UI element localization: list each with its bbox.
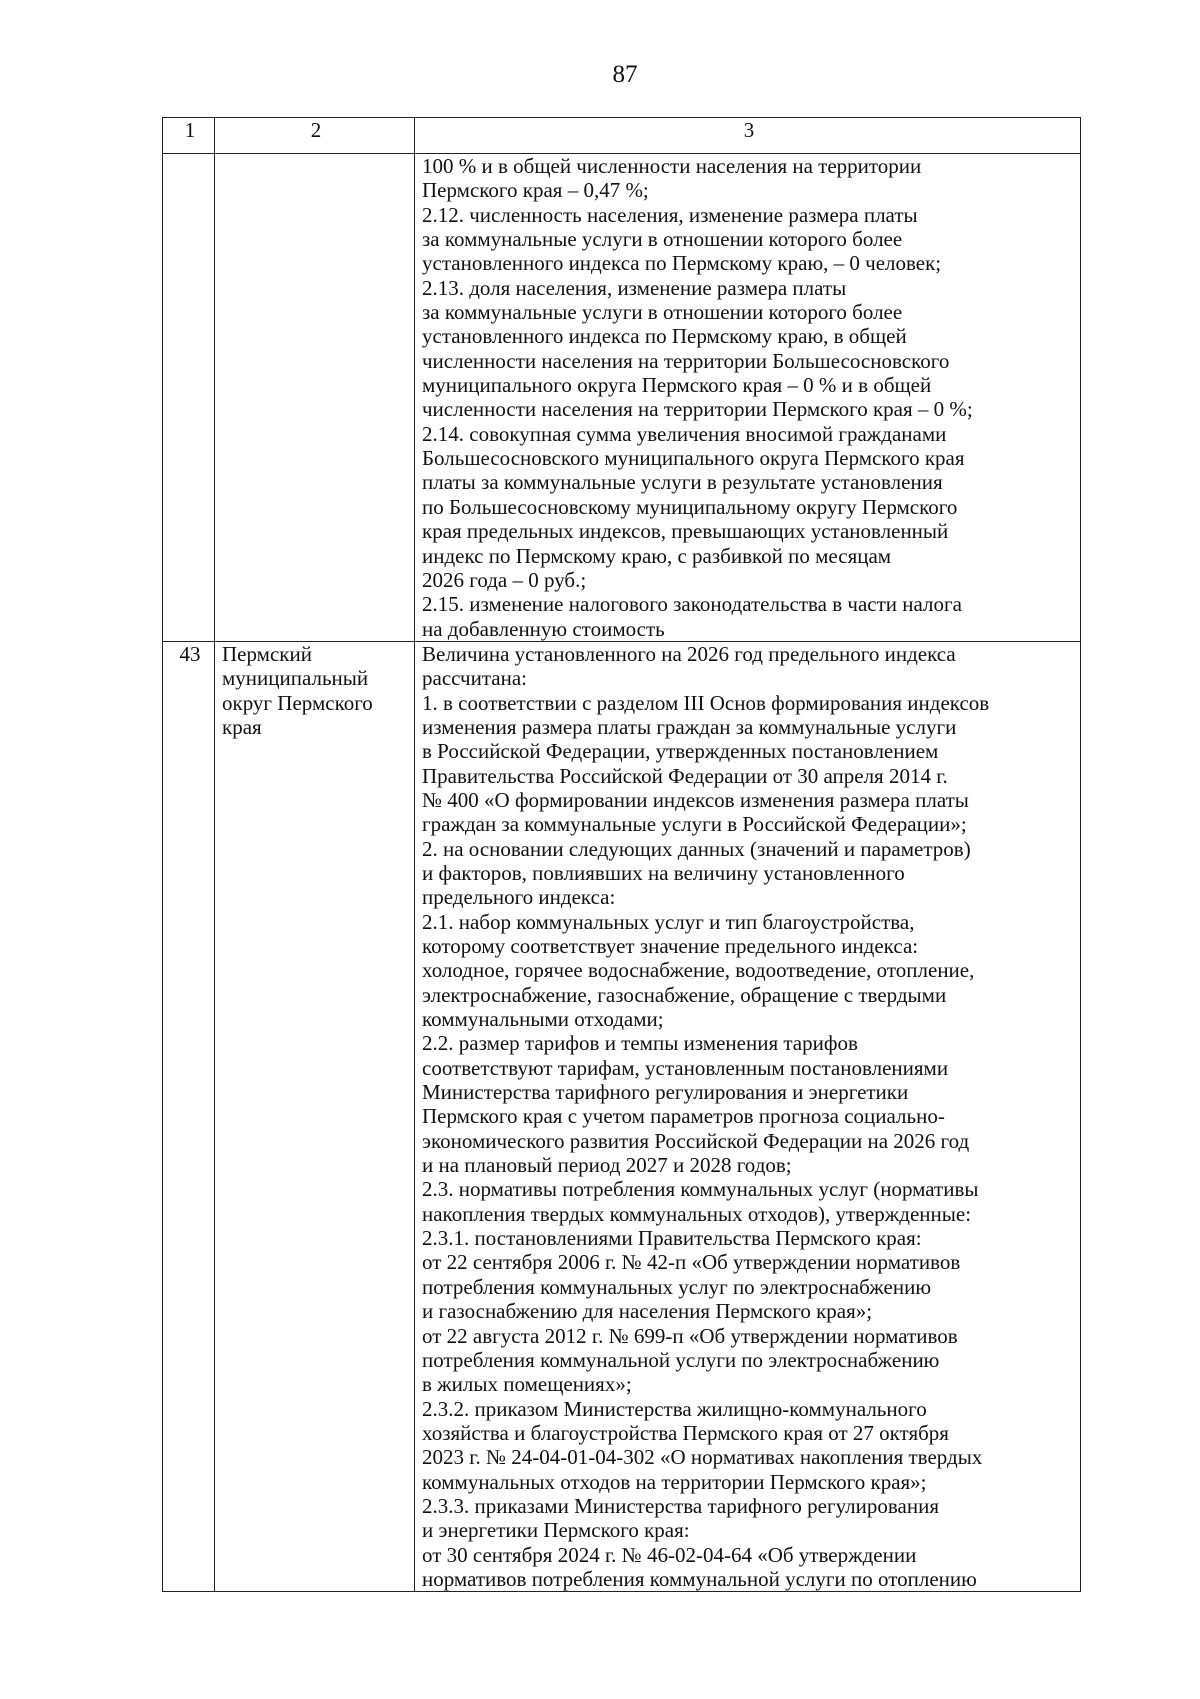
text-line: 2.3. нормативы потребления коммунальных услуг (нормативы bbox=[422, 1177, 979, 1202]
text-line: в жилых помещениях»; bbox=[422, 1372, 632, 1397]
text-line: Пермский bbox=[222, 641, 312, 666]
text-line: муниципальный bbox=[222, 666, 369, 691]
text-line: 2.15. изменение налогового законодательства в части налога bbox=[422, 592, 962, 617]
text-line: Большесосновского муниципального округа Пермского края bbox=[422, 446, 965, 471]
text-line: № 400 «О формировании индексов изменения размера платы bbox=[422, 787, 969, 812]
text-line: рассчитана: bbox=[422, 666, 527, 691]
text-line: за коммунальные услуги в отношении которого более bbox=[422, 227, 903, 252]
header-col-2: 2 bbox=[215, 118, 415, 154]
text-line: установленного индекса по Пермскому краю, – 0 человек; bbox=[422, 251, 942, 276]
text-line: Величина установленного на 2026 год предельного индекса bbox=[422, 641, 956, 666]
text-line: и энергетики Пермского края: bbox=[422, 1518, 690, 1543]
text-line: и газоснабжению для населения Пермского края»; bbox=[422, 1299, 873, 1324]
text-line: коммунальных отходов на территории Пермского края»; bbox=[422, 1469, 927, 1494]
text-line: 2.2. размер тарифов и темпы изменения тарифов bbox=[422, 1031, 858, 1056]
text-line: которому соответствует значение предельного индекса: bbox=[422, 934, 919, 958]
text-line: платы за коммунальные услуги в результате установления bbox=[422, 470, 943, 495]
text-line: 2.3.1. постановлениями Правительства Пермского края: bbox=[422, 1226, 922, 1251]
text-line: изменения размера платы граждан за коммунальные услуги bbox=[422, 714, 957, 739]
text-line: от 22 августа 2012 г. № 699-п «Об утверждении нормативов bbox=[422, 1323, 958, 1348]
row-description bbox=[415, 154, 1081, 642]
text-line: коммунальными отходами; bbox=[422, 1007, 664, 1032]
text-line: соответствуют тарифам, установленным постановлениями bbox=[422, 1055, 949, 1080]
text-line: 2. на основании следующих данных (значений и параметров) bbox=[422, 836, 971, 861]
table-row bbox=[163, 154, 1081, 642]
row-description bbox=[415, 641, 1081, 1591]
text-line: 2023 г. № 24-04-01-04-302 «О нормативах накопления твердых bbox=[422, 1445, 983, 1470]
text-line: 2.14. совокупная сумма увеличения вносимой гражданами bbox=[422, 421, 947, 446]
text-line: и факторов, повлиявших на величину установленного bbox=[422, 860, 905, 885]
text-line: края предельных индексов, превышающих установленный bbox=[422, 519, 949, 544]
text-line: от 30 сентября 2024 г. № 46-02-04-64 «Об утверждении bbox=[422, 1542, 917, 1567]
text-line: экономического развития Российской Федерации на 2026 год bbox=[422, 1128, 970, 1153]
text-line: 100 % и в общей численности населения на территории bbox=[422, 154, 922, 178]
text-line: граждан за коммунальные услуги в Российской Федерации»; bbox=[422, 812, 967, 837]
text-line: потребления коммунальной услуги по электроснабжению bbox=[422, 1347, 940, 1372]
row-number: 43 bbox=[163, 641, 215, 1591]
row-number bbox=[163, 154, 215, 642]
text-line: 2.13. доля населения, изменение размера платы bbox=[422, 275, 847, 300]
index-table bbox=[162, 117, 1081, 1592]
text-line: муниципального округа Пермского края – 0 % и в общей bbox=[422, 373, 932, 398]
row-municipality bbox=[215, 154, 415, 642]
text-line: установленного индекса по Пермскому краю, в общей bbox=[422, 324, 907, 349]
text-line: 2026 года – 0 руб.; bbox=[422, 567, 587, 592]
text-line: Правительства Российской Федерации от 30 апреля 2014 г. bbox=[422, 763, 948, 788]
text-line: Министерства тарифного регулирования и энергетики bbox=[422, 1080, 909, 1105]
text-line: электроснабжение, газоснабжение, обращение с твердыми bbox=[422, 982, 947, 1007]
text-line: округ Пермского bbox=[222, 690, 373, 715]
page-number: 87 bbox=[612, 61, 638, 88]
text-line: по Большесосновскому муниципальному округу Пермского bbox=[422, 494, 958, 519]
text-line: численности населения на территории Большесосновского bbox=[422, 348, 950, 373]
text-line: 2.1. набор коммунальных услуг и тип благоустройства, bbox=[422, 909, 915, 934]
text-line: накопления твердых коммунальных отходов), утвержденные: bbox=[422, 1201, 972, 1226]
text-line: за коммунальные услуги в отношении которого более bbox=[422, 300, 903, 325]
text-line: потребления коммунальных услуг по электроснабжению bbox=[422, 1274, 932, 1299]
text-line: численности населения на территории Пермского края – 0 %; bbox=[422, 397, 973, 422]
text-line: Пермского края – 0,47 %; bbox=[422, 178, 649, 203]
text-line: предельного индекса: bbox=[422, 885, 616, 910]
text-line: 1. в соответствии с разделом III Основ формирования индексов bbox=[422, 690, 990, 715]
text-line: Пермского края с учетом параметров прогноза социально- bbox=[422, 1104, 945, 1129]
text-line: 2.3.3. приказами Министерства тарифного регулирования bbox=[422, 1493, 939, 1518]
row-municipality bbox=[215, 641, 415, 1591]
header-col-3: 3 bbox=[415, 118, 1081, 154]
table-row bbox=[163, 641, 1081, 1591]
text-line: холодное, горячее водоснабжение, водоотведение, отопление, bbox=[422, 958, 975, 983]
text-line: и на плановый период 2027 и 2028 годов; bbox=[422, 1153, 792, 1178]
text-line: от 22 сентября 2006 г. № 42-п «Об утверждении нормативов bbox=[422, 1250, 961, 1275]
header-col-1: 1 bbox=[163, 118, 215, 154]
text-line: нормативов потребления коммунальной услуги по отоплению bbox=[422, 1566, 977, 1591]
text-line: хозяйства и благоустройства Пермского края от 27 октября bbox=[422, 1420, 949, 1445]
text-line: 2.3.2. приказом Министерства жилищно-коммунального bbox=[422, 1396, 927, 1421]
text-line: на добавленную стоимость bbox=[422, 616, 665, 641]
text-line: края bbox=[222, 714, 262, 739]
table-header-row bbox=[163, 118, 1081, 154]
text-line: индекс по Пермскому краю, с разбивкой по месяцам bbox=[422, 543, 892, 568]
text-line: в Российской Федерации, утвержденных постановлением bbox=[422, 739, 939, 764]
text-line: 2.12. численность населения, изменение размера платы bbox=[422, 202, 918, 227]
